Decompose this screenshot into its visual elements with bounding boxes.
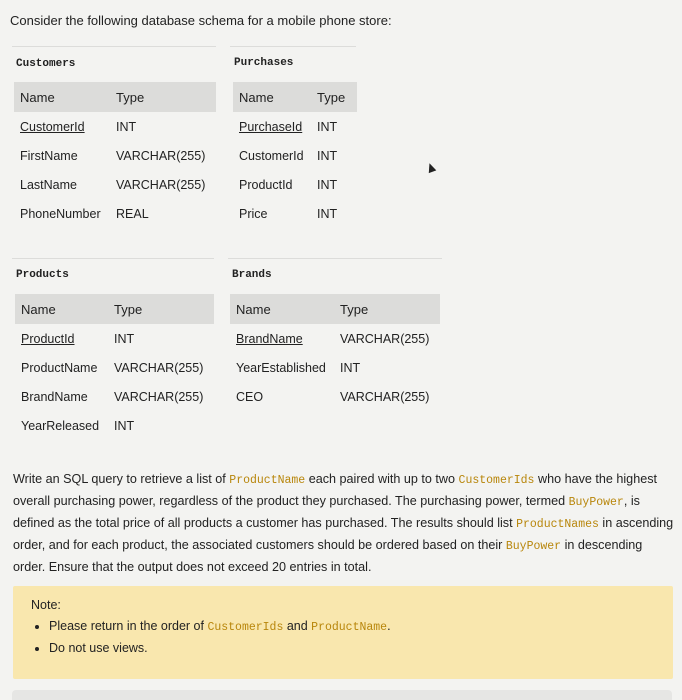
code-customerids: CustomerIds [207, 621, 284, 634]
note-list [27, 616, 391, 658]
products-divider [12, 258, 214, 259]
products-title: Products [16, 269, 69, 281]
cell-name: YearEstablished [236, 360, 326, 375]
code-productname: ProductName [229, 474, 306, 487]
table-row [14, 112, 216, 141]
code-customerids: CustomerIds [458, 474, 535, 487]
cell-name: CEO [236, 389, 264, 404]
note-text: . [387, 619, 391, 633]
cell-name: Price [239, 206, 268, 221]
table-row [230, 353, 440, 382]
cell-name: YearReleased [21, 418, 100, 433]
table-row [233, 141, 357, 170]
cell-type: INT [340, 360, 361, 375]
code-productnames: ProductNames [516, 518, 599, 531]
cell-name: FirstName [20, 148, 78, 163]
cell-name: LastName [20, 177, 77, 192]
table-row [15, 324, 214, 353]
cell-type: VARCHAR(255) [116, 177, 206, 192]
cell-type: VARCHAR(255) [116, 148, 206, 163]
note-text: and [283, 619, 312, 633]
table-row [233, 112, 357, 141]
cell-name: ProductName [21, 360, 98, 375]
note-text: Please return in the order of [49, 619, 208, 633]
table-row [230, 382, 440, 411]
cell-name: BrandName [236, 331, 303, 346]
code-buypower: BuyPower [505, 540, 562, 553]
list-item [49, 616, 391, 638]
table-row [15, 411, 214, 440]
question-text-part: Write an SQL query to retrieve a list of [13, 472, 230, 486]
col-header-name: Name [230, 294, 334, 324]
cell-name: CustomerId [20, 119, 85, 134]
customers-table [14, 82, 216, 228]
table-row [14, 199, 216, 228]
cell-type: INT [317, 119, 338, 134]
col-header-type: Type [108, 294, 214, 324]
cell-name: BrandName [21, 389, 88, 404]
code-productname: ProductName [311, 621, 388, 634]
cell-type: VARCHAR(255) [114, 389, 204, 404]
purchases-divider [230, 46, 356, 47]
bottom-edge [12, 690, 672, 700]
brands-divider [228, 258, 442, 259]
cell-type: INT [317, 177, 338, 192]
table-row [15, 382, 214, 411]
table-row [230, 324, 440, 353]
table-row [233, 199, 357, 228]
cell-name: ProductId [239, 177, 293, 192]
cell-name: ProductId [21, 331, 75, 346]
question-text [13, 469, 675, 577]
purchases-table [233, 82, 357, 228]
question-text-part: in ascending order, and for each product, the associated customers should be ordered based on their [13, 516, 674, 552]
purchases-title: Purchases [234, 57, 294, 69]
question-text-part: each paired with up to two [305, 472, 459, 486]
brands-title: Brands [232, 269, 272, 281]
col-header-name: Name [15, 294, 108, 324]
note-box [13, 586, 673, 679]
cell-type: REAL [116, 206, 149, 221]
cell-type: INT [317, 206, 338, 221]
cell-name: PhoneNumber [20, 206, 101, 221]
intro-text: Consider the following database schema for a mobile phone store: [10, 13, 392, 28]
customers-title: Customers [16, 58, 76, 70]
question-text-part: , is defined as the total price of all products a customer has purchased. The results should list [13, 494, 640, 530]
table-row [233, 170, 357, 199]
question-text-part: in descending order. Ensure that the output does not exceed 20 entries in total. [13, 538, 643, 574]
cell-type: VARCHAR(255) [340, 389, 430, 404]
customers-divider [12, 46, 216, 47]
col-header-name: Name [14, 82, 110, 112]
question-text-part: who have the highest overall purchasing power, regardless of the product they purchased. The purchasing power, termed [13, 472, 657, 508]
table-row [14, 141, 216, 170]
table-row [14, 170, 216, 199]
cell-type: INT [114, 418, 135, 433]
cell-type: VARCHAR(255) [340, 331, 430, 346]
brands-table [230, 294, 440, 411]
cell-name: PurchaseId [239, 119, 303, 134]
mouse-cursor-icon [426, 162, 437, 173]
cell-type: INT [317, 148, 338, 163]
note-text: Do not use views. [49, 641, 148, 655]
col-header-name: Name [233, 82, 311, 112]
list-item [49, 638, 391, 658]
cell-type: VARCHAR(255) [114, 360, 204, 375]
products-table [15, 294, 214, 440]
col-header-type: Type [334, 294, 440, 324]
cell-name: CustomerId [239, 148, 304, 163]
code-buypower: BuyPower [568, 496, 624, 509]
note-title: Note: [31, 598, 61, 612]
table-row [15, 353, 214, 382]
cell-type: INT [114, 331, 135, 346]
col-header-type: Type [311, 82, 357, 112]
cell-type: INT [116, 119, 137, 134]
col-header-type: Type [110, 82, 216, 112]
